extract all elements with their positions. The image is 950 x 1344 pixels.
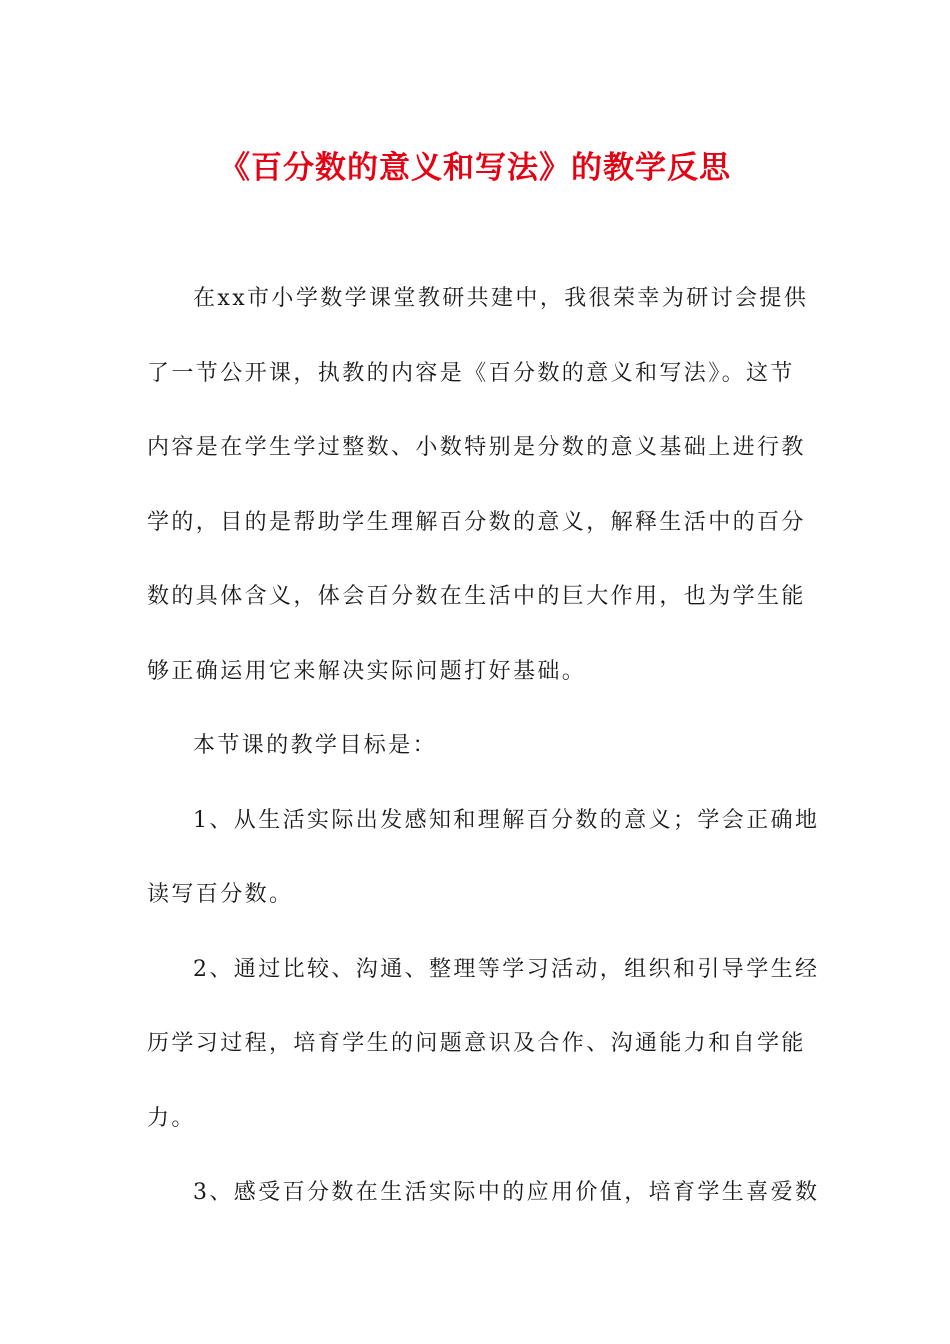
goal-2-line-1: 2、通过比较、沟通、整理等学习活动，组织和引导学生经 — [193, 956, 820, 982]
goal-1-line-1: 1、从生活实际出发感知和理解百分数的意义；学会正确地 — [193, 807, 820, 833]
goal-2-line-2: 历学习过程，培育学生的问题意识及合作、沟通能力和自学能 — [147, 1031, 806, 1056]
paragraph-1-line-3: 内容是在学生学过整数、小数特别是分数的意义基础上进行教 — [147, 435, 806, 460]
goal-2-line-3: 力。 — [147, 1105, 196, 1131]
document-title: 《百分数的意义和写法》的教学反思 — [219, 150, 731, 186]
goal-1-line-2: 读写百分数。 — [147, 882, 294, 907]
document-body — [147, 262, 820, 1231]
paragraph-1-line-5: 数的具体含义，体会百分数在生活中的巨大作用，也为学生能 — [147, 584, 806, 609]
paragraph-1-line-4: 学的，目的是帮助学生理解百分数的意义，解释生活中的百分 — [147, 509, 806, 535]
paragraph-1-line-2: 了一节公开课，执教的内容是《百分数的意义和写法》。这节 — [147, 360, 795, 386]
paragraph-1-line-6: 够正确运用它来解决实际问题打好基础。 — [147, 658, 587, 684]
goal-3-line-1: 3、感受百分数在生活实际中的应用价值，培育学生喜爱数 — [193, 1180, 820, 1205]
paragraph-2-line-1: 本节课的教学目标是： — [193, 733, 438, 758]
paragraph-1-line-1: 在xx市小学数学课堂教研共建中，我很荣幸为研讨会提供 — [193, 286, 809, 311]
